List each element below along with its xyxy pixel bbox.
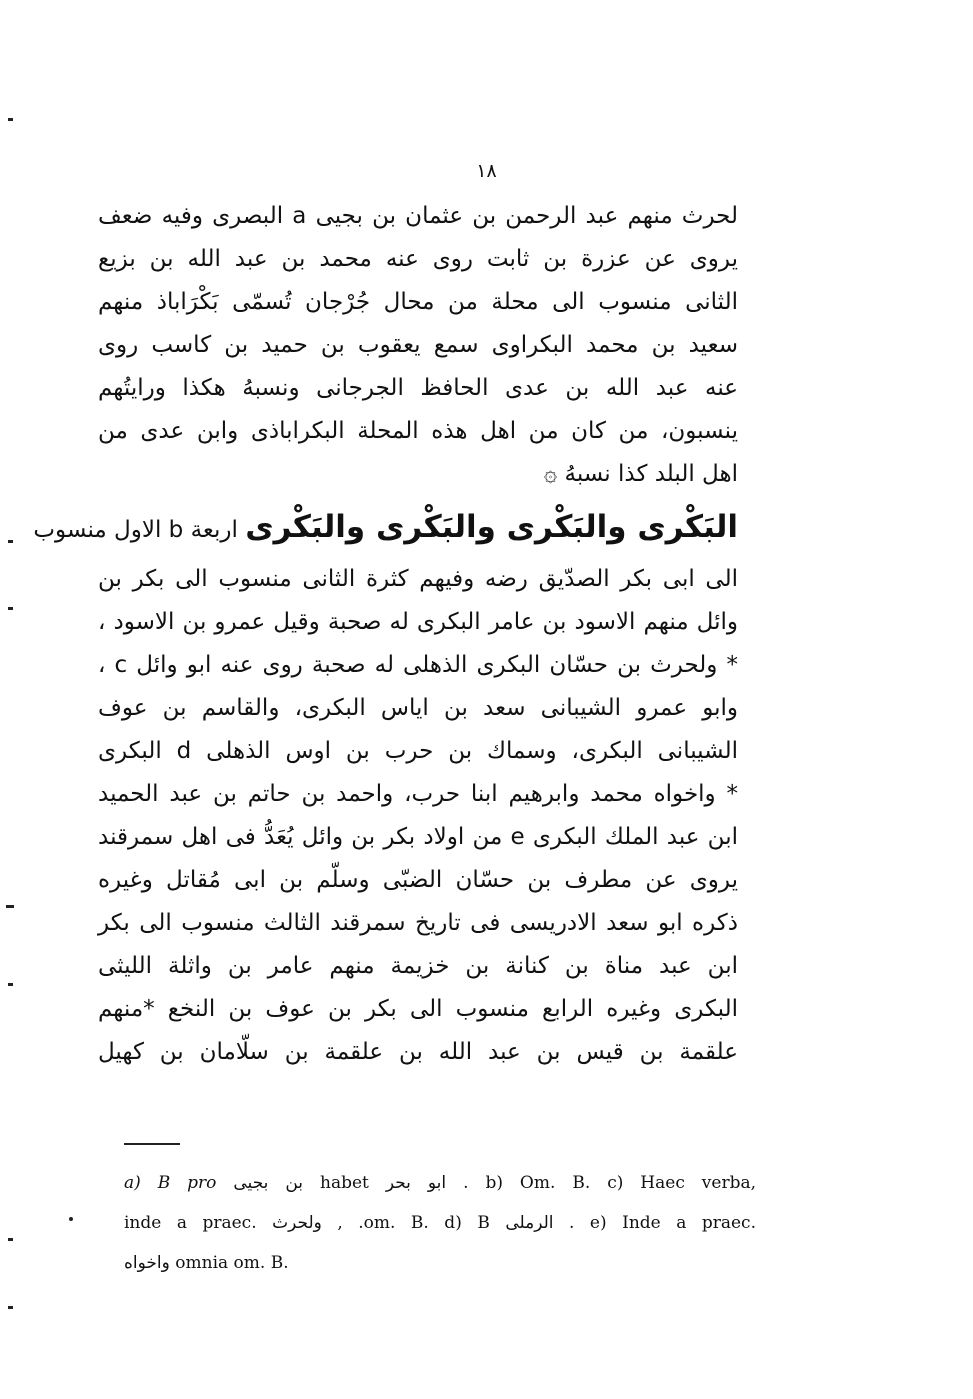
text-line: اهل البلد كذا نسبهُ ۞ (543, 461, 738, 487)
entry-heading-continuation: اربعة b الاول منسوب (33, 517, 238, 543)
footnote-text: , .om. B. d) B (337, 1213, 490, 1233)
text-line: لحرث منهم عبد الرحمن بن عثمان بن بجيى a البصرى وفيه ضعف (98, 203, 738, 229)
footnote-text: habet (320, 1173, 369, 1193)
scan-mark (8, 983, 13, 986)
text-line: يروى عن عزرة بن ثابت روى عنه محمد بن عبد الله بن بزيع (98, 246, 738, 272)
text-line: عنه عبد الله بن عدى الحافظ الجرجانى ونسبهُ هكذا ورايتُهم (98, 375, 738, 401)
footnote-arabic: ابو بحر (385, 1173, 447, 1193)
footnote-line (124, 1163, 756, 1203)
text-line: وابو عمرو الشيبانى سعد بن اياس البكرى، والقاسم بن عوف (98, 695, 738, 721)
scan-mark (8, 118, 13, 121)
footnote-line (124, 1203, 756, 1243)
text-line: * واخواه محمد وابرهيم ابنا حرب، واحمد بن حاتم بن عبد الحميد (98, 781, 738, 807)
text-line: ذكره ابو سعد الادريسى فى تاريخ سمرقند الثالث منسوب الى بكر (98, 910, 738, 936)
scan-mark (6, 905, 14, 908)
footnotes (124, 1163, 756, 1283)
footnote-arabic: الرملى (505, 1213, 554, 1233)
footnote-text: inde a praec. (124, 1213, 257, 1233)
footnote-text: . e) Inde a praec. (569, 1213, 756, 1233)
footnote-text: a) B pro (124, 1173, 217, 1193)
entry-heading-line (33, 496, 738, 558)
text-line: * ولحرث بن حسّان البكرى الذهلى له صحبة روى عنه ابو وائل c ، (98, 652, 739, 678)
scan-mark (8, 607, 13, 610)
entry-heading: البَكْرى والبَكْرى والبَكْرى والبَكْرى (245, 509, 738, 545)
page-number: ١٨ (476, 160, 497, 182)
text-line: ابن عبد مناة بن كنانة بن خزيمة منهم عامر بن واثلة الليثى (98, 953, 738, 979)
footnote-text: . b) Om. B. c) Haec verba, (463, 1173, 757, 1193)
scan-mark (8, 540, 13, 543)
text-line: سعيد بن محمد البكراوى سمع يعقوب بن حميد بن كاسب روى (98, 332, 738, 358)
footnote-arabic: بن بجيى (233, 1173, 304, 1193)
text-line: الثانى منسوب الى محلة من محال جُرْجان تُسمّى بَكْرَاباذ منهم (98, 289, 738, 315)
text-line: يروى عن مطرف بن حسّان الضبّى وسلّم بن ابى مُقاتل وغيره (98, 867, 738, 893)
text-line: وائل منهم الاسود بن عامر البكرى له صحبة وقيل عمرو بن الاسود ، (98, 609, 738, 635)
scan-mark (69, 1217, 73, 1221)
text-line: ينسبون، من كان من اهل هذه المحلة البكراباذى وابن عدى من (98, 418, 738, 444)
text-line: البكرى وغيره الرابع منسوب الى بكر بن عوف بن النخع *منهم (98, 996, 738, 1022)
footnote-text: omnia om. B. (175, 1253, 289, 1273)
scan-mark (8, 1238, 13, 1241)
footnote-arabic: واخواه (124, 1253, 170, 1273)
text-line: الى ابى بكر الصدّيق رضه وفيهم كثرة الثانى منسوب الى بكر بن (98, 566, 738, 592)
footnote-line (124, 1243, 756, 1283)
footnote-rule (124, 1143, 180, 1145)
footnote-arabic: ولحرث (272, 1213, 322, 1233)
main-text (33, 195, 739, 1074)
text-line: ابن عبد الملك البكرى e من اولاد بكر بن وائل يُعَدُّ فى اهل سمرقند (98, 824, 738, 850)
scan-mark (8, 1306, 13, 1309)
text-line: الشيبانى البكرى، وسماك بن حرب بن اوس الذهلى d البكرى (98, 738, 738, 764)
text-line: علقمة بن قيس بن عبد الله بن علقمة بن سلّامان بن كهيل (98, 1039, 738, 1065)
